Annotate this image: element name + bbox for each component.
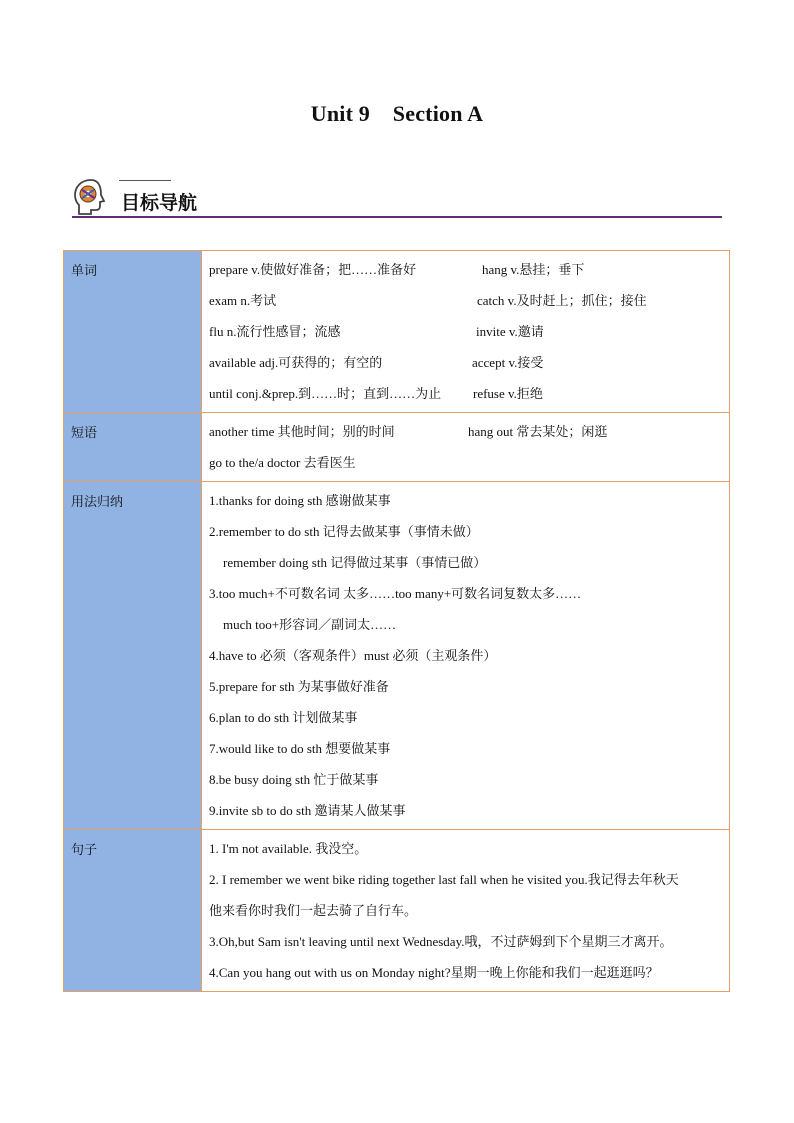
sentence-line: 2. I remember we went bike riding together last fall when he visited you.我记得去年秋天 [209,872,679,887]
phrases-label: 短语 [64,413,202,482]
vocab-line [209,285,723,316]
vocab-line [209,347,723,378]
phrase-left: another time 其他时间；别的时间 [209,424,395,439]
vocab-left: until conj.&prep.到……时；直到……为止 [209,386,442,401]
usage-line: 7.would like to do sth 想要做某事 [209,741,391,756]
heading-underline [72,216,722,218]
phrase-right: hang out 常去某处；闲逛 [468,424,608,439]
vocab-right: catch v.及时赶上；抓住；接住 [477,293,647,308]
vocab-row [64,251,730,413]
usage-line: 3.too much+不可数名词 太多……too many+可数名词复数太多…… [209,586,582,601]
sentence-line: 4.Can you hang out with us on Monday night?星期一晚上你能和我们一起逛逛吗？ [209,965,659,980]
usage-line: 9.invite sb to do sth 邀请某人做某事 [209,803,406,818]
vocab-left: available adj.可获得的；有空的 [209,355,383,370]
section-heading: 目标导航 [121,192,198,214]
usage-body [202,482,730,830]
vocab-left: exam n.考试 [209,293,277,308]
usage-row [64,482,730,830]
vocab-right: accept v.接受 [472,355,544,370]
usage-line: remember doing sth 记得做过某事（事情已做） [223,555,487,570]
vocab-left: prepare v.使做好准备；把……准备好 [209,262,417,277]
usage-line: 8.be busy doing sth 忙于做某事 [209,772,379,787]
sentences-row [64,830,730,992]
vocab-line [209,378,723,409]
phrase-line [209,416,723,447]
vocab-label: 单词 [64,251,202,413]
heading-top-rule [119,180,171,181]
usage-label: 用法归纳 [64,482,202,830]
vocab-line [209,254,723,285]
usage-line: 2.remember to do sth 记得去做某事（事情未做） [209,524,479,539]
vocab-left: flu n.流行性感冒；流感 [209,324,341,339]
usage-line: 5.prepare for sth 为某事做好准备 [209,679,389,694]
sentences-body [202,830,730,992]
section-header [72,176,722,220]
vocab-body [202,251,730,413]
vocab-right: hang v.悬挂；垂下 [482,262,585,277]
content-table [63,250,730,992]
page-title: Unit 9 Section A [310,101,484,126]
usage-line: much too+形容词／副词太…… [223,617,397,632]
phrase-line [209,447,723,478]
vocab-right: invite v.邀请 [476,324,544,339]
sentence-line: 3.Oh,but Sam isn't leaving until next Wednesday.哦，不过萨姆到下个星期三才离开。 [209,934,673,949]
usage-line: 6.plan to do sth 计划做某事 [209,710,358,725]
sentences-label: 句子 [64,830,202,992]
brain-gear-icon [72,177,110,217]
vocab-right: refuse v.拒绝 [473,386,543,401]
usage-line: 1.thanks for doing sth 感谢做某事 [209,493,391,508]
usage-line: 4.have to 必须（客观条件）must 必须（主观条件） [209,648,497,663]
phrases-body [202,413,730,482]
vocab-line [209,316,723,347]
sentence-line: 他来看你时我们一起去骑了自行车。 [209,903,418,918]
phrase-left: go to the/a doctor 去看医生 [209,455,356,470]
sentence-line: 1. I'm not available. 我没空。 [209,841,368,856]
phrases-row [64,413,730,482]
